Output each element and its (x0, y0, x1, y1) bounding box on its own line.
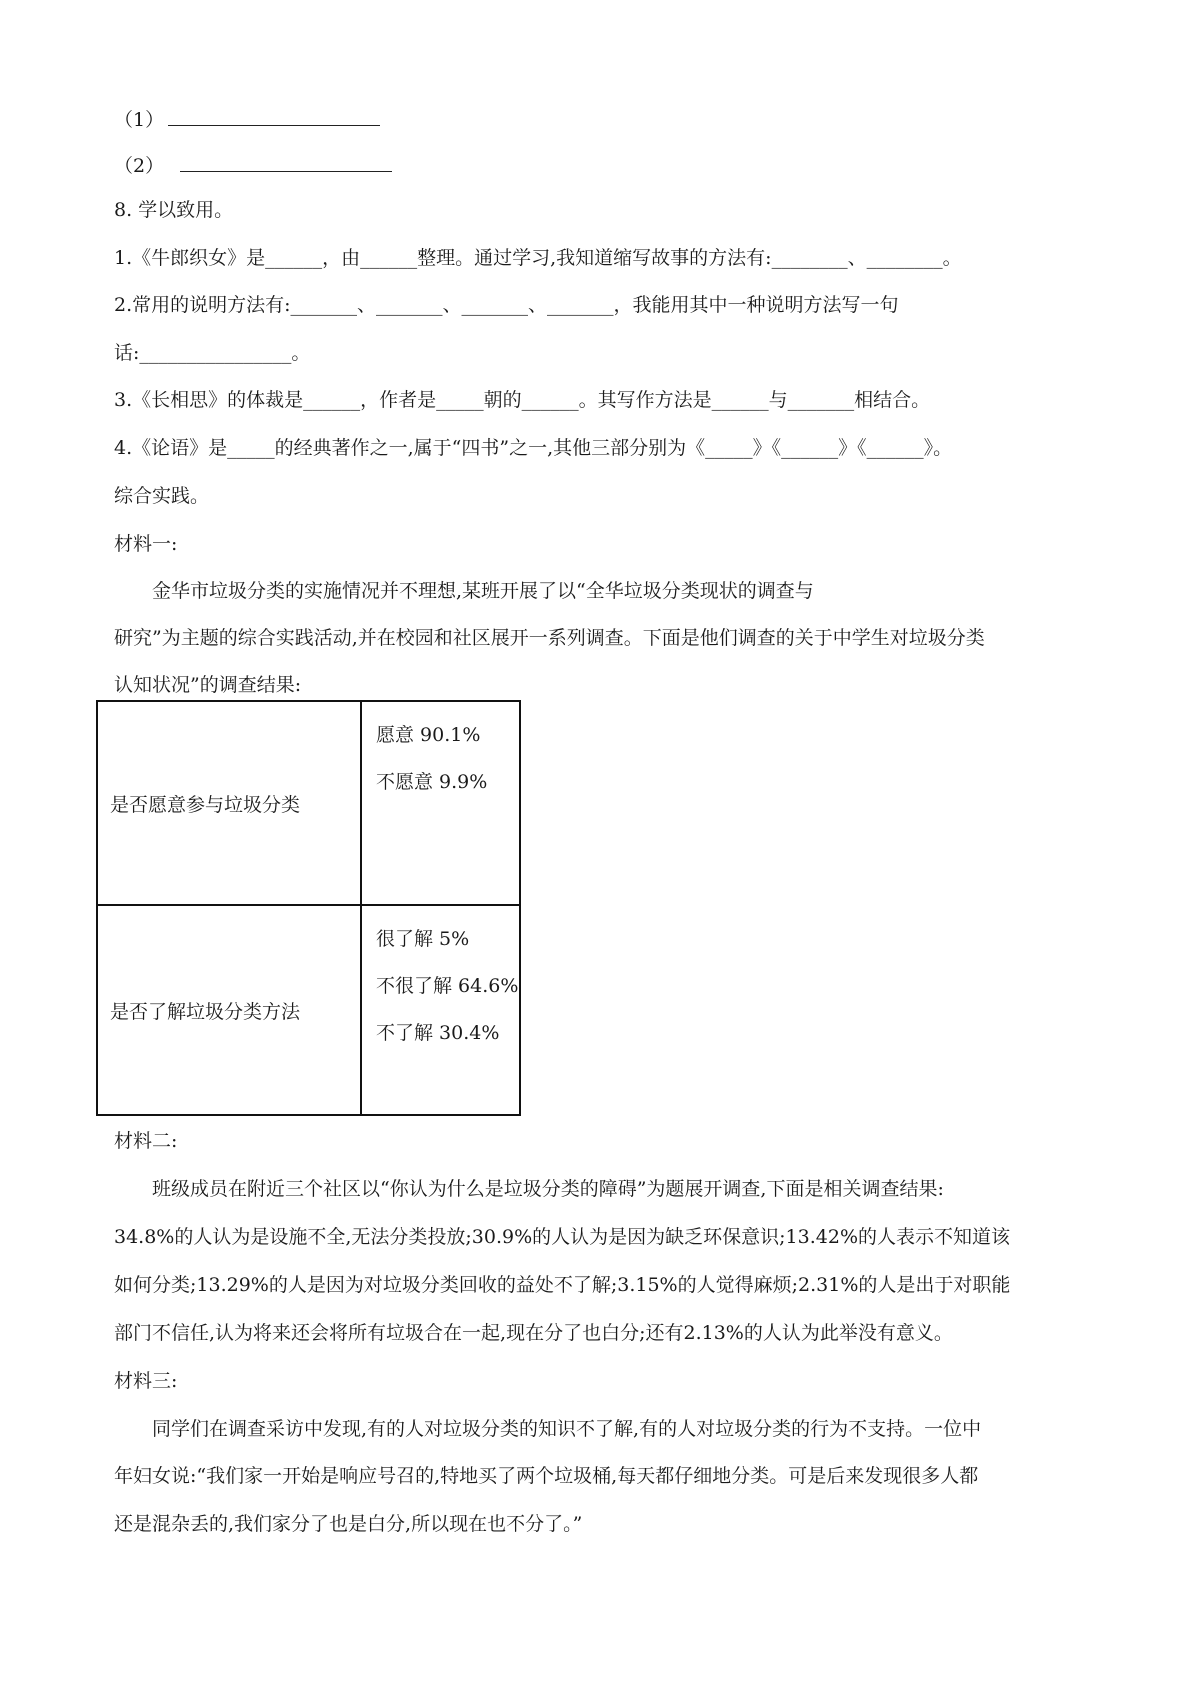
material-2-paragraph-line: 34.8%的人认为是设施不全,无法分类投放;30.9%的人认为是因为缺乏环保意识;13.42%的人表示不知道该 (114, 1226, 1011, 1248)
material-3-title: 材料三: (114, 1370, 178, 1392)
answer-option: 不很了解 64.6% (376, 975, 519, 997)
table-row (97, 701, 520, 905)
answer-line-2 (114, 151, 392, 179)
material-1-paragraph-line: 金华市垃圾分类的实施情况并不理想,某班开展了以“全华垃圾分类现状的调查与 (152, 580, 814, 602)
answer-option: 愿意 90.1% (376, 724, 481, 746)
material-3-paragraph-line: 同学们在调查采访中发现,有的人对垃圾分类的知识不了解,有的人对垃圾分类的行为不支持。一位中 (152, 1418, 982, 1440)
material-2-title: 材料二: (114, 1130, 178, 1152)
question-8-item-2-cont: 话:________________。 (114, 342, 311, 364)
answer-option: 不了解 30.4% (376, 1022, 500, 1044)
question-8-item-3: 3.《长相思》的体裁是______，作者是_____朝的______。其写作方法是______与_______相结合。 (114, 389, 931, 411)
answer-line-1 (114, 105, 380, 133)
table-row (97, 905, 520, 1115)
answer-option: 不愿意 9.9% (376, 771, 488, 793)
table-answer-cell (361, 701, 520, 905)
practice-heading: 综合实践。 (114, 485, 210, 507)
material-3-paragraph-line: 还是混杂丢的,我们家分了也是白分,所以现在也不分了。” (114, 1513, 583, 1535)
answer-blank-1[interactable] (168, 105, 380, 126)
table-question-cell: 是否了解垃圾分类方法 (97, 905, 361, 1115)
answer-blank-2[interactable] (180, 151, 392, 172)
question-8-item-1: 1.《牛郎织女》是______，由______整理。通过学习,我知道缩写故事的方法有:________、________。 (114, 247, 962, 269)
survey-table (96, 700, 521, 1116)
question-8-item-4: 4.《论语》是_____的经典著作之一,属于“四书”之一,其他三部分别为《_____》《______》《______》。 (114, 437, 953, 459)
material-1-paragraph-line: 研究”为主题的综合实践活动,并在校园和社区展开一系列调查。下面是他们调查的关于中学生对垃圾分类 (114, 627, 985, 649)
table-answer-cell (361, 905, 520, 1115)
table-question-cell: 是否愿意参与垃圾分类 (97, 701, 361, 905)
material-2-paragraph-line: 部门不信任,认为将来还会将所有垃圾合在一起,现在分了也白分;还有2.13%的人认为此举没有意义。 (114, 1322, 953, 1344)
answer-option: 很了解 5% (376, 928, 470, 950)
material-2-paragraph-line: 如何分类;13.29%的人是因为对垃圾分类回收的益处不了解;3.15%的人觉得麻烦;2.31%的人是出于对职能 (114, 1274, 1011, 1296)
answer-label-1: （1） (114, 109, 165, 131)
answer-label-2: （2） (114, 155, 165, 177)
question-8-item-2: 2.常用的说明方法有:_______、_______、_______、_______，我能用其中一种说明方法写一句 (114, 294, 899, 316)
material-1-title: 材料一: (114, 533, 178, 555)
material-1-paragraph-line: 认知状况”的调查结果: (114, 674, 302, 696)
question-8-title: 8. 学以致用。 (114, 199, 234, 221)
material-3-paragraph-line: 年妇女说:“我们家一开始是响应号召的,特地买了两个垃圾桶,每天都仔细地分类。可是后来发现很多人都 (114, 1465, 979, 1487)
material-2-paragraph-line: 班级成员在附近三个社区以“你认为什么是垃圾分类的障碍”为题展开调查,下面是相关调查结果: (152, 1178, 944, 1200)
